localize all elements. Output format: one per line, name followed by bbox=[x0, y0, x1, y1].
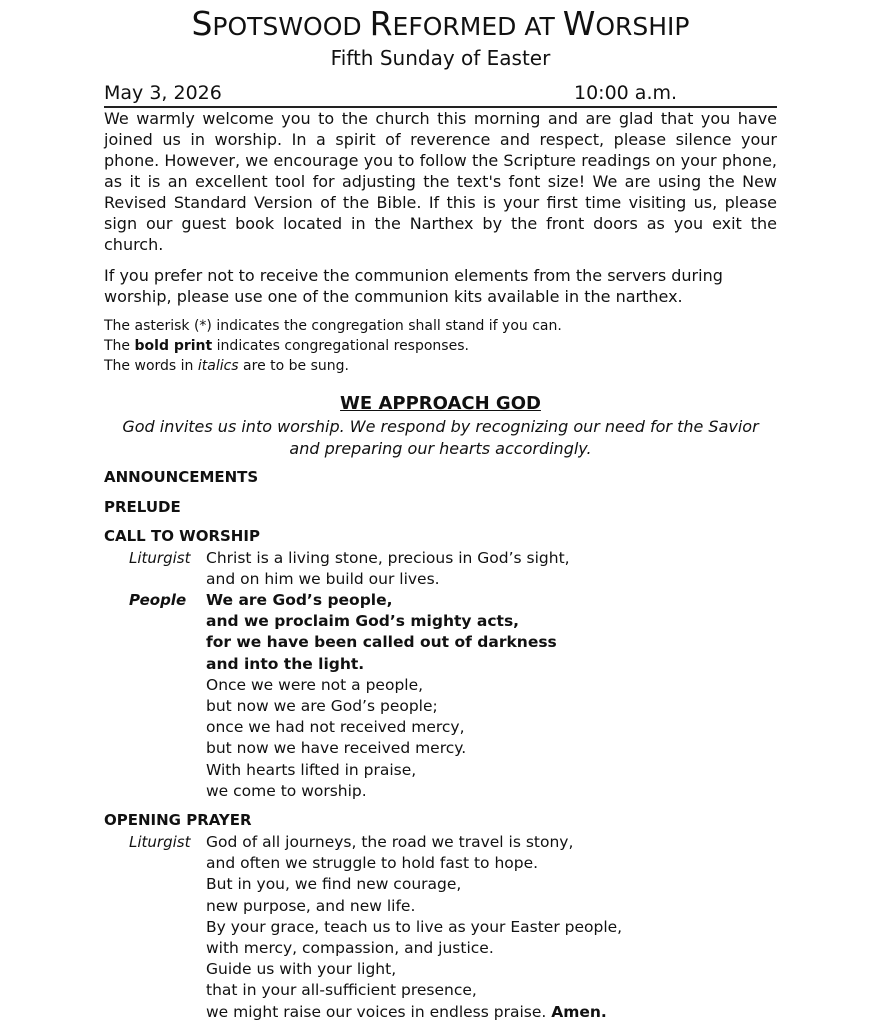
welcome-paragraph: We warmly welcome you to the church this morning and are glad that you have joined us in worship. In a spirit of reverence and respect, please silence your phone. However, we encourage you to follow the Scripture readings on your phone, as it is an excellent tool for adjusting the text's font size! We are using the New Revised Standard Version of the Bible. If this is your first time visiting us, please sign our guest book located in the Narthex by the front doors as you exit the church. bbox=[104, 109, 777, 254]
title-word: EFORMED AT bbox=[392, 12, 563, 41]
liturgist-label: Liturgist bbox=[129, 833, 191, 851]
call-people-lines: We are God’s people, and we proclaim God’s mighty acts, for we have been called out of darkness and into the light. Once we were not a people, but now we are God’s people; once we had not received mercy, but now we have received mercy. With hearts lifted in praise, we come to worship. bbox=[206, 591, 557, 800]
legend-asterisk: The asterisk (*) indicates the congregation shall stand if you can. bbox=[104, 318, 562, 334]
date-line bbox=[104, 82, 777, 108]
legend bbox=[104, 316, 777, 376]
title-word: ORSHIP bbox=[595, 12, 690, 41]
communion-note: If you prefer not to receive the communion elements from the servers during worship, please use one of the communion kits available in the narthex. bbox=[104, 266, 723, 306]
legend-bold-sample: bold print bbox=[134, 338, 213, 354]
title-word: POTSWOOD bbox=[212, 12, 370, 41]
prelude-heading: PRELUDE bbox=[104, 498, 181, 516]
title-initial: W bbox=[562, 4, 596, 43]
title-initial: S bbox=[191, 4, 213, 43]
call-to-worship-heading: CALL TO WORSHIP bbox=[104, 527, 260, 545]
title-initial: R bbox=[369, 4, 393, 43]
page-subtitle: Fifth Sunday of Easter bbox=[330, 46, 551, 70]
opening-prayer-lines: God of all journeys, the road we travel is stony, and often we struggle to hold fast to hope. But in you, we find new courage, new purpose, and new life. By your grace, teach us to live as your Easter people, with mercy, compassion, and justice. Guide us with your light, that in your all-sufficient presence, we might raise our voices in endless praise. Amen. bbox=[206, 833, 623, 1021]
service-time: 10:00 a.m. bbox=[574, 82, 678, 104]
legend-italic-sample: italics bbox=[197, 358, 239, 374]
liturgist-label: Liturgist bbox=[129, 549, 191, 567]
people-label: People bbox=[129, 591, 187, 609]
section-heading: WE APPROACH GOD bbox=[340, 393, 541, 414]
page-title bbox=[104, 4, 777, 43]
call-liturgist-lines: Christ is a living stone, precious in God’s sight, and on him we build our lives. bbox=[206, 549, 570, 589]
legend-bold: The bold print indicates congregational responses. bbox=[104, 338, 469, 354]
announcements-heading: ANNOUNCEMENTS bbox=[104, 468, 259, 486]
amen: Amen. bbox=[551, 1002, 607, 1021]
legend-italic: The words in italics are to be sung. bbox=[104, 358, 349, 374]
service-date: May 3, 2026 bbox=[104, 82, 222, 104]
section-description: God invites us into worship. We respond by recognizing our need for the Savior and preparing our hearts accordingly. bbox=[122, 417, 759, 458]
opening-prayer-heading: OPENING PRAYER bbox=[104, 811, 252, 829]
